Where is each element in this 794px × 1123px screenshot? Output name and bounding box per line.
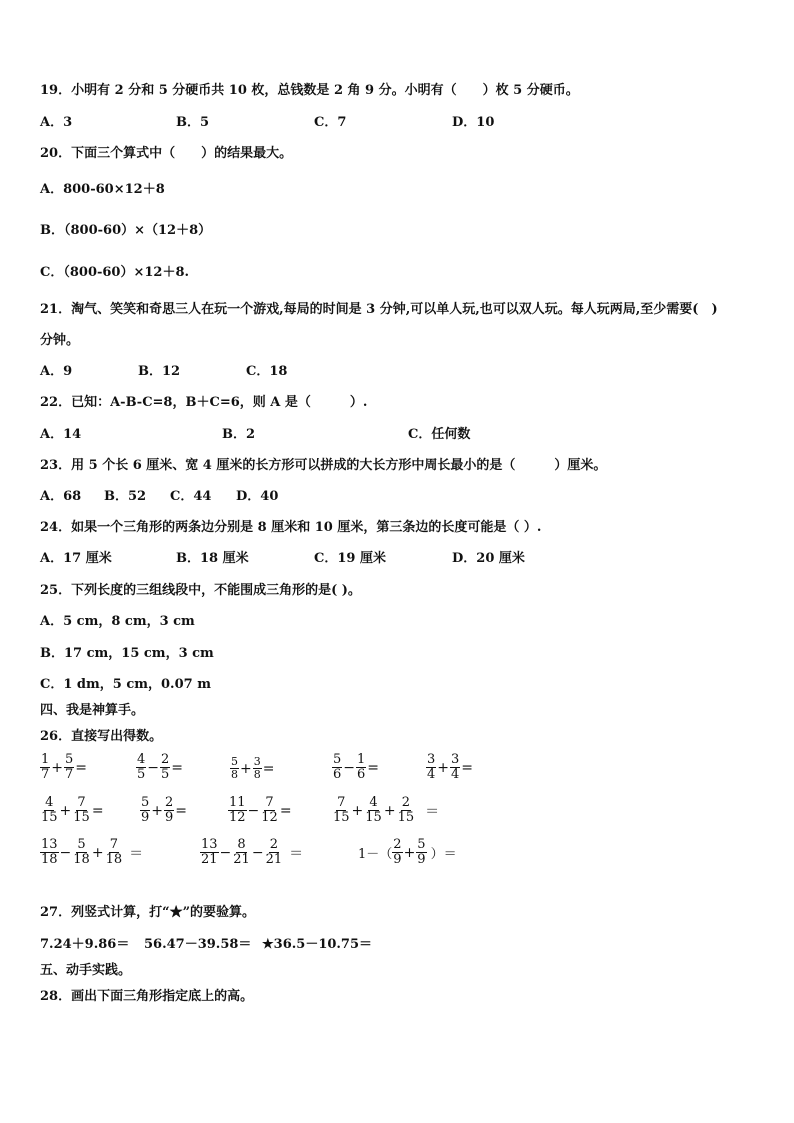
q20-option-a: A．800-60×12＋8	[40, 182, 165, 197]
q19-option-c: C．7	[314, 115, 347, 130]
q22-option-c: C．任何数	[408, 427, 471, 442]
fraction: $\frac{7}{12}$	[261, 795, 278, 825]
q22-option-a: A．14	[40, 427, 82, 442]
q21-option-c: C．18	[246, 364, 288, 379]
fraction: $\frac{1}{6}$	[357, 752, 366, 782]
q24-option-b: B．18 厘米	[176, 551, 249, 566]
q21-stem-cont: 分钟。	[40, 333, 80, 348]
fraction: $\frac{13}{21}$	[201, 837, 218, 867]
q24-option-d: D．20 厘米	[452, 551, 525, 566]
q19-option-b: B．5	[176, 115, 210, 130]
q20-option-c: C．（800-60）×12＋8.	[40, 265, 190, 280]
fraction: $\frac{3}{4}$	[451, 752, 460, 782]
q26-expr-4: $\frac{5}{6}$ − $\frac{1}{6}$ =	[333, 752, 380, 782]
fraction: $\frac{2}{15}$	[397, 795, 415, 825]
q26-expr-3: $\frac{5}{8}$ + $\frac{3}{8}$ =	[231, 755, 275, 781]
q27-item-3: ★36.5－10.75＝	[262, 937, 373, 952]
fraction: $\frac{2}{9}$	[165, 795, 174, 825]
q22-option-b: B．2	[222, 427, 256, 442]
q23-option-b: B．52	[104, 489, 147, 504]
fraction: $\frac{3}{4}$	[427, 752, 436, 782]
q24-stem: 24．如果一个三角形的两条边分别是 8 厘米和 10 厘米，第三条边的长度可能是（ ）.	[40, 520, 542, 535]
fraction: $\frac{13}{18}$	[41, 837, 58, 867]
q23-stem: 23．用 5 个长 6 厘米、宽 4 厘米的长方形可以拼成的大长方形中周长最小的是（ ）厘米。	[40, 458, 607, 473]
fraction: $\frac{8}{21}$	[233, 837, 250, 867]
q27-item-2: 56.47－39.58＝	[144, 937, 252, 952]
fraction: $\frac{5}{9}$	[417, 837, 426, 867]
q26-expr-9: $\frac{7}{15}$ + $\frac{4}{15}$ + $\frac{2}{15}$ ＝	[333, 795, 440, 825]
q25-stem: 25．下列长度的三组线段中，不能围成三角形的是( )。	[40, 583, 361, 598]
q24-option-a: A．17 厘米	[40, 551, 112, 566]
q21-option-a: A．9	[40, 364, 73, 379]
q26-expr-2: $\frac{4}{5}$ − $\frac{2}{5}$ =	[137, 752, 184, 782]
q26-stem: 26．直接写出得数。	[40, 729, 163, 744]
q20-option-b: B．（800-60）×（12＋8）	[40, 223, 212, 238]
q19-option-d: D．10	[452, 115, 495, 130]
fraction: $\frac{4}{5}$	[137, 752, 146, 782]
fraction: $\frac{4}{15}$	[41, 795, 58, 825]
q20-stem: 20．下面三个算式中（ ）的结果最大。	[40, 146, 293, 161]
q27-item-1: 7.24＋9.86＝	[40, 937, 130, 952]
q26-expr-12: 1－（ $\frac{2}{9}$ + $\frac{5}{9}$ ）＝	[358, 837, 457, 867]
q26-expr-10: $\frac{13}{18}$ − $\frac{5}{18}$ + $\frac{7}{18}$ ＝	[41, 837, 144, 867]
q21-option-b: B．12	[138, 364, 181, 379]
fraction: $\frac{3}{8}$	[253, 755, 261, 781]
q19-stem: 19．小明有 2 分和 5 分硬币共 10 枚，总钱数是 2 角 9 分。小明有（ ）枚 5 分硬币。	[40, 83, 579, 98]
q23-option-c: C．44	[170, 489, 212, 504]
q23-option-d: D．40	[236, 489, 279, 504]
fraction: $\frac{2}{21}$	[265, 837, 283, 867]
q26-expr-5: $\frac{3}{4}$ + $\frac{3}{4}$ =	[427, 752, 474, 782]
q19-option-a: A．3	[40, 115, 73, 130]
fraction: $\frac{5}{6}$	[333, 752, 342, 782]
q24-option-c: C．19 厘米	[314, 551, 386, 566]
fraction: $\frac{11}{12}$	[229, 795, 246, 825]
fraction: $\frac{2}{5}$	[161, 752, 170, 782]
q22-stem: 22．已知：A-B-C=8，B＋C=6，则 A 是（ ）.	[40, 395, 368, 410]
fraction: $\frac{7}{18}$	[105, 837, 123, 867]
fraction: $\frac{5}{7}$	[65, 752, 74, 782]
q25-option-a: A．5 cm，8 cm，3 cm	[40, 614, 195, 629]
fraction: $\frac{2}{9}$	[393, 837, 402, 867]
q26-expr-1: $\frac{1}{7}$ + $\frac{5}{7}$ =	[41, 752, 88, 782]
q21-stem: 21．淘气、笑笑和奇思三人在玩一个游戏,每局的时间是 3 分钟,可以单人玩,也可以双人玩。每人玩两局,至少需要( )	[40, 302, 718, 317]
q28-stem: 28．画出下面三角形指定底上的高。	[40, 989, 254, 1004]
section-4-heading: 四、我是神算手。	[40, 703, 145, 718]
section-5-heading: 五、动手实践。	[40, 963, 132, 978]
fraction: $\frac{1}{7}$	[41, 752, 50, 782]
q25-option-c: C．1 dm，5 cm，0.07 m	[40, 677, 211, 692]
fraction: $\frac{5}{8}$	[231, 755, 238, 781]
q26-expr-7: $\frac{5}{9}$ + $\frac{2}{9}$ =	[141, 795, 188, 825]
q23-option-a: A．68	[40, 489, 82, 504]
q26-expr-8: $\frac{11}{12}$ − $\frac{7}{12}$ =	[229, 795, 292, 825]
fraction: $\frac{4}{15}$	[365, 795, 382, 825]
fraction: $\frac{7}{15}$	[73, 795, 90, 825]
q25-option-b: B．17 cm，15 cm，3 cm	[40, 646, 214, 661]
q26-expr-6: $\frac{4}{15}$ + $\frac{7}{15}$ =	[41, 795, 104, 825]
fraction: $\frac{5}{18}$	[73, 837, 90, 867]
q26-expr-11: $\frac{13}{21}$ − $\frac{8}{21}$ − $\frac{2}{21}$ ＝	[201, 837, 304, 867]
fraction: $\frac{5}{9}$	[141, 795, 150, 825]
q27-stem: 27．列竖式计算，打“★”的要验算。	[40, 905, 256, 920]
fraction: $\frac{7}{15}$	[333, 795, 350, 825]
